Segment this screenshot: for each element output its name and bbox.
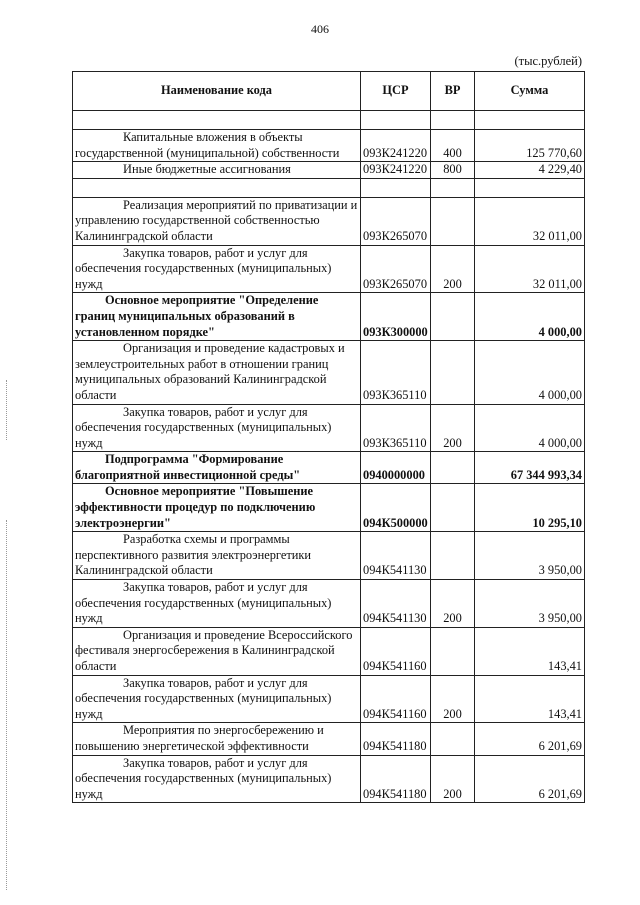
page-number: 406 xyxy=(311,22,329,36)
row-csr: 0940000000 xyxy=(361,452,431,484)
row-name-first: Основное мероприятие "Определение xyxy=(105,293,319,308)
row-vr xyxy=(431,723,475,755)
table-row xyxy=(73,341,585,404)
table-row xyxy=(73,130,585,162)
table-header-row xyxy=(73,72,585,111)
row-vr xyxy=(431,293,475,341)
table-row xyxy=(73,484,585,532)
table-row xyxy=(73,404,585,452)
row-sum: 143,41 xyxy=(475,675,585,723)
row-name-first: Иные бюджетные ассигнования xyxy=(123,162,291,177)
table-row xyxy=(73,532,585,580)
row-name xyxy=(73,723,361,755)
row-name-rest: и управлению государственной собственностью Калининградской области xyxy=(75,197,358,243)
row-csr: 093К241220 xyxy=(361,130,431,162)
row-csr: 094К500000 xyxy=(361,484,431,532)
row-vr: 800 xyxy=(431,162,475,179)
header-sum: Сумма xyxy=(475,72,585,111)
row-csr: 094К541130 xyxy=(361,532,431,580)
row-vr xyxy=(431,452,475,484)
row-vr: 200 xyxy=(431,755,475,803)
row-sum: 4 000,00 xyxy=(475,293,585,341)
row-vr xyxy=(431,484,475,532)
row-sum: 4 000,00 xyxy=(475,404,585,452)
row-name-rest: Всероссийского фестиваля энергосбережения в Калининградской области xyxy=(75,627,353,673)
table-row xyxy=(73,293,585,341)
row-name xyxy=(73,162,361,179)
row-name-first: Закупка товаров, работ и услуг для xyxy=(123,675,308,690)
row-sum: 32 011,00 xyxy=(475,245,585,293)
row-name-rest: повышению энергетической эффективности xyxy=(75,738,309,753)
table-body xyxy=(73,111,585,803)
row-name xyxy=(73,404,361,452)
row-vr: 200 xyxy=(431,580,475,628)
row-sum: 4 000,00 xyxy=(475,341,585,404)
row-name-first: Закупка товаров, работ и услуг для xyxy=(123,755,308,770)
row-name xyxy=(73,627,361,675)
row-sum: 67 344 993,34 xyxy=(475,452,585,484)
spacer-row xyxy=(73,111,585,130)
table-row xyxy=(73,452,585,484)
row-name-rest: обеспечения государственных (муниципальных) нужд xyxy=(75,691,332,721)
row-csr: 093К241220 xyxy=(361,162,431,179)
row-csr: 094К541180 xyxy=(361,755,431,803)
row-name xyxy=(73,452,361,484)
row-csr: 093К365110 xyxy=(361,404,431,452)
row-vr xyxy=(431,341,475,404)
row-name xyxy=(73,293,361,341)
row-name xyxy=(73,755,361,803)
row-vr: 200 xyxy=(431,404,475,452)
budget-table xyxy=(72,71,585,803)
row-name-rest: государственной (муниципальной) собственности xyxy=(75,145,340,160)
row-name xyxy=(73,245,361,293)
row-name-first: Закупка товаров, работ и услуг для xyxy=(123,580,308,595)
table-row xyxy=(73,162,585,179)
row-name-first: Мероприятия по энергосбережению и xyxy=(123,723,324,738)
table-row xyxy=(73,245,585,293)
row-vr: 400 xyxy=(431,130,475,162)
row-name-first: Организация и проведение xyxy=(123,627,265,642)
row-name xyxy=(73,580,361,628)
row-sum: 125 770,60 xyxy=(475,130,585,162)
row-name xyxy=(73,341,361,404)
row-name xyxy=(73,197,361,245)
row-sum: 3 950,00 xyxy=(475,580,585,628)
row-name-first: Организация и проведение кадастровых и xyxy=(123,341,345,356)
row-vr xyxy=(431,197,475,245)
row-name xyxy=(73,675,361,723)
row-csr: 094К541180 xyxy=(361,723,431,755)
row-name-rest: благоприятной инвестиционной среды" xyxy=(75,467,301,482)
row-name xyxy=(73,532,361,580)
row-name-first: Закупка товаров, работ и услуг для xyxy=(123,245,308,260)
row-csr: 094К541130 xyxy=(361,580,431,628)
table-row xyxy=(73,755,585,803)
row-name-first: Основное мероприятие "Повышение xyxy=(105,484,314,499)
row-csr: 093К365110 xyxy=(361,341,431,404)
row-csr: 093К265070 xyxy=(361,245,431,293)
table-row xyxy=(73,197,585,245)
row-name-first: Реализация мероприятий по приватизации xyxy=(123,197,348,212)
spacer-row xyxy=(73,178,585,197)
units-label: (тыс.рублей) xyxy=(514,54,582,68)
header-csr: ЦСР xyxy=(361,72,431,111)
table-row xyxy=(73,627,585,675)
row-name-rest: границ муниципальных образований в установленном порядке" xyxy=(75,308,295,339)
row-vr xyxy=(431,627,475,675)
row-sum: 4 229,40 xyxy=(475,162,585,179)
row-name-rest: обеспечения государственных (муниципальных) нужд xyxy=(75,771,332,801)
row-sum: 32 011,00 xyxy=(475,197,585,245)
row-vr: 200 xyxy=(431,245,475,293)
row-name-rest: обеспечения государственных (муниципальных) нужд xyxy=(75,420,332,450)
row-name-rest: перспективного развития электроэнергетики Калининградской области xyxy=(75,547,312,578)
row-name-first: Закупка товаров, работ и услуг для xyxy=(123,404,308,419)
row-sum: 10 295,10 xyxy=(475,484,585,532)
row-name xyxy=(73,130,361,162)
row-name-first: Капитальные вложения в объекты xyxy=(123,130,303,144)
header-vr: ВР xyxy=(431,72,475,111)
row-vr: 200 xyxy=(431,675,475,723)
row-name-first: Разработка схемы и программы xyxy=(123,532,290,547)
row-name-rest: обеспечения государственных (муниципальных) нужд xyxy=(75,261,332,291)
margin-mark xyxy=(6,380,8,440)
row-sum: 143,41 xyxy=(475,627,585,675)
row-csr: 094К541160 xyxy=(361,675,431,723)
table-row xyxy=(73,580,585,628)
row-sum: 6 201,69 xyxy=(475,755,585,803)
table-row xyxy=(73,723,585,755)
row-name-first: Подпрограмма "Формирование xyxy=(105,452,284,467)
row-csr: 094К541160 xyxy=(361,627,431,675)
row-name-rest: землеустроительных работ в отношении границ муниципальных образований Калининградской области xyxy=(75,356,329,402)
row-sum: 3 950,00 xyxy=(475,532,585,580)
header-name: Наименование кода xyxy=(73,72,361,111)
row-csr: 093К300000 xyxy=(361,293,431,341)
row-sum: 6 201,69 xyxy=(475,723,585,755)
row-csr: 093К265070 xyxy=(361,197,431,245)
row-name-rest: обеспечения государственных (муниципальных) нужд xyxy=(75,595,332,626)
table-row xyxy=(73,675,585,723)
row-name-rest: эффективности процедур по подключению электроэнергии" xyxy=(75,500,316,530)
row-name xyxy=(73,484,361,532)
margin-mark xyxy=(6,520,8,890)
row-vr xyxy=(431,532,475,580)
